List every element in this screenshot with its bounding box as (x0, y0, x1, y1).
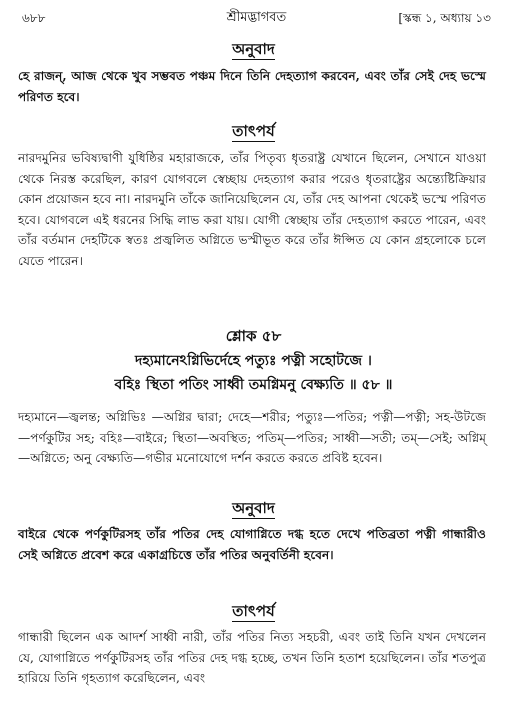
book-title: শ্রীমদ্ভাগবত (226, 10, 287, 25)
purport-text-2: গান্ধারী ছিলেন এক আদর্শ সাধ্বী নারী, তাঁর পতির নিত্য সহচরী, এবং তাই তিনি যখন দেখলেন যে, যোগাগ্নিতে পর্ণকুটিরসহ তাঁর পতির দেহ দগ্ধ হচ্ছে, তখন তিনি হতাশ হয়েছিলেন। তাঁর শতপুত্র হারিয়ে তিনি গৃহত্যাগ করেছিলেন, এবং (18, 630, 486, 685)
translation-text-2: বাইরে থেকে পর্ণকুটিরসহ তাঁর পতির দেহ যোগাগ্নিতে দগ্ধ হতে দেখে পতিব্রতা পত্নী গান্ধারীও সেই অগ্নিতে প্রবেশ করে একাগ্রচিত্তে তাঁর পতির অনুবর্তিনী হবেন। (18, 527, 486, 562)
translation-text: হে রাজন্‌, আজ থেকে খুব সম্ভবত পঞ্চম দিনে তিনি দেহত্যাগ করবেন, এবং তাঁর সেই দেহ ভস্মে পরিণত হবে। (18, 69, 486, 104)
page-number: ৬৮৮ (22, 11, 46, 25)
verse-line-2: বহিঃ স্থিতা পতিং সাধ্বী তমগ্নিমনু বেক্ষ্যতি ॥ ৫৮ ॥ (114, 377, 393, 393)
purport-heading: তাৎপর্য (232, 122, 275, 140)
verse-title: শ্লোক ৫৮ (225, 327, 282, 345)
verse-line-1: দহ্যমানেঽগ্নিভির্দেহে পত্যুঃ পত্নী সহোটজে । (135, 353, 372, 369)
page-header (22, 8, 491, 28)
translation-heading-2: অনুবাদ (232, 499, 275, 517)
canto-chapter: [স্কন্ধ ১, অধ্যায় ১৩ (398, 11, 491, 25)
purport-text: নারদমুনির ভবিষ্যদ্বাণী যুধিষ্ঠির মহারাজকে, তাঁর পিতৃব্য ধৃতরাষ্ট্র যেখানে ছিলেন, সেখানে যাওয়া থেকে নিরস্ত করেছিল, কারণ যোগবলে স্বেচ্ছায় দেহত্যাগ করার পরেও ধৃতরাষ্ট্রের অন্ত্যেষ্টিক্রিয়ার কোন প্রয়োজন হবে না। নারদমুনি তাঁকে জানিয়েছিলেন যে, তাঁর দেহ আপনা থেকেই ভস্মে পরিণত হবে। যোগবলে এই ধরনের সিদ্ধি লাভ করা যায়। যোগী স্বেচ্ছায় তাঁর দেহত্যাগ করতে পারেন, এবং তাঁর বর্তমান দেহটিকে স্বতঃ প্রজ্বলিত অগ্নিতে ভস্মীভূত করে তাঁর ঈপ্সিত যে কোন গ্রহলোকে চলে যেতে পারেন। (18, 151, 486, 268)
translation-heading: অনুবাদ (232, 40, 275, 58)
synonyms-text: দহ্যমানে—জ্বলন্ত; অগ্নিভিঃ —অগ্নির দ্বারা; দেহে—শরীর; পত্যুঃ—পতির; পত্নী—পত্নী; সহ-উটজে—পর্ণকুটির সহ; বহিঃ—বাইরে; স্থিতা—অবস্থিত; পতিম্‌—পতির; সাধ্বী—সতী; তম্‌—সেই; অগ্নিম্‌—অগ্নিতে; অনু বেক্ষ্যতি—গভীর মনোযোগে দর্শন করতে করতে প্রবিষ্ট হবেন। (18, 410, 486, 465)
purport-heading-2: তাৎপর্য (232, 602, 275, 620)
